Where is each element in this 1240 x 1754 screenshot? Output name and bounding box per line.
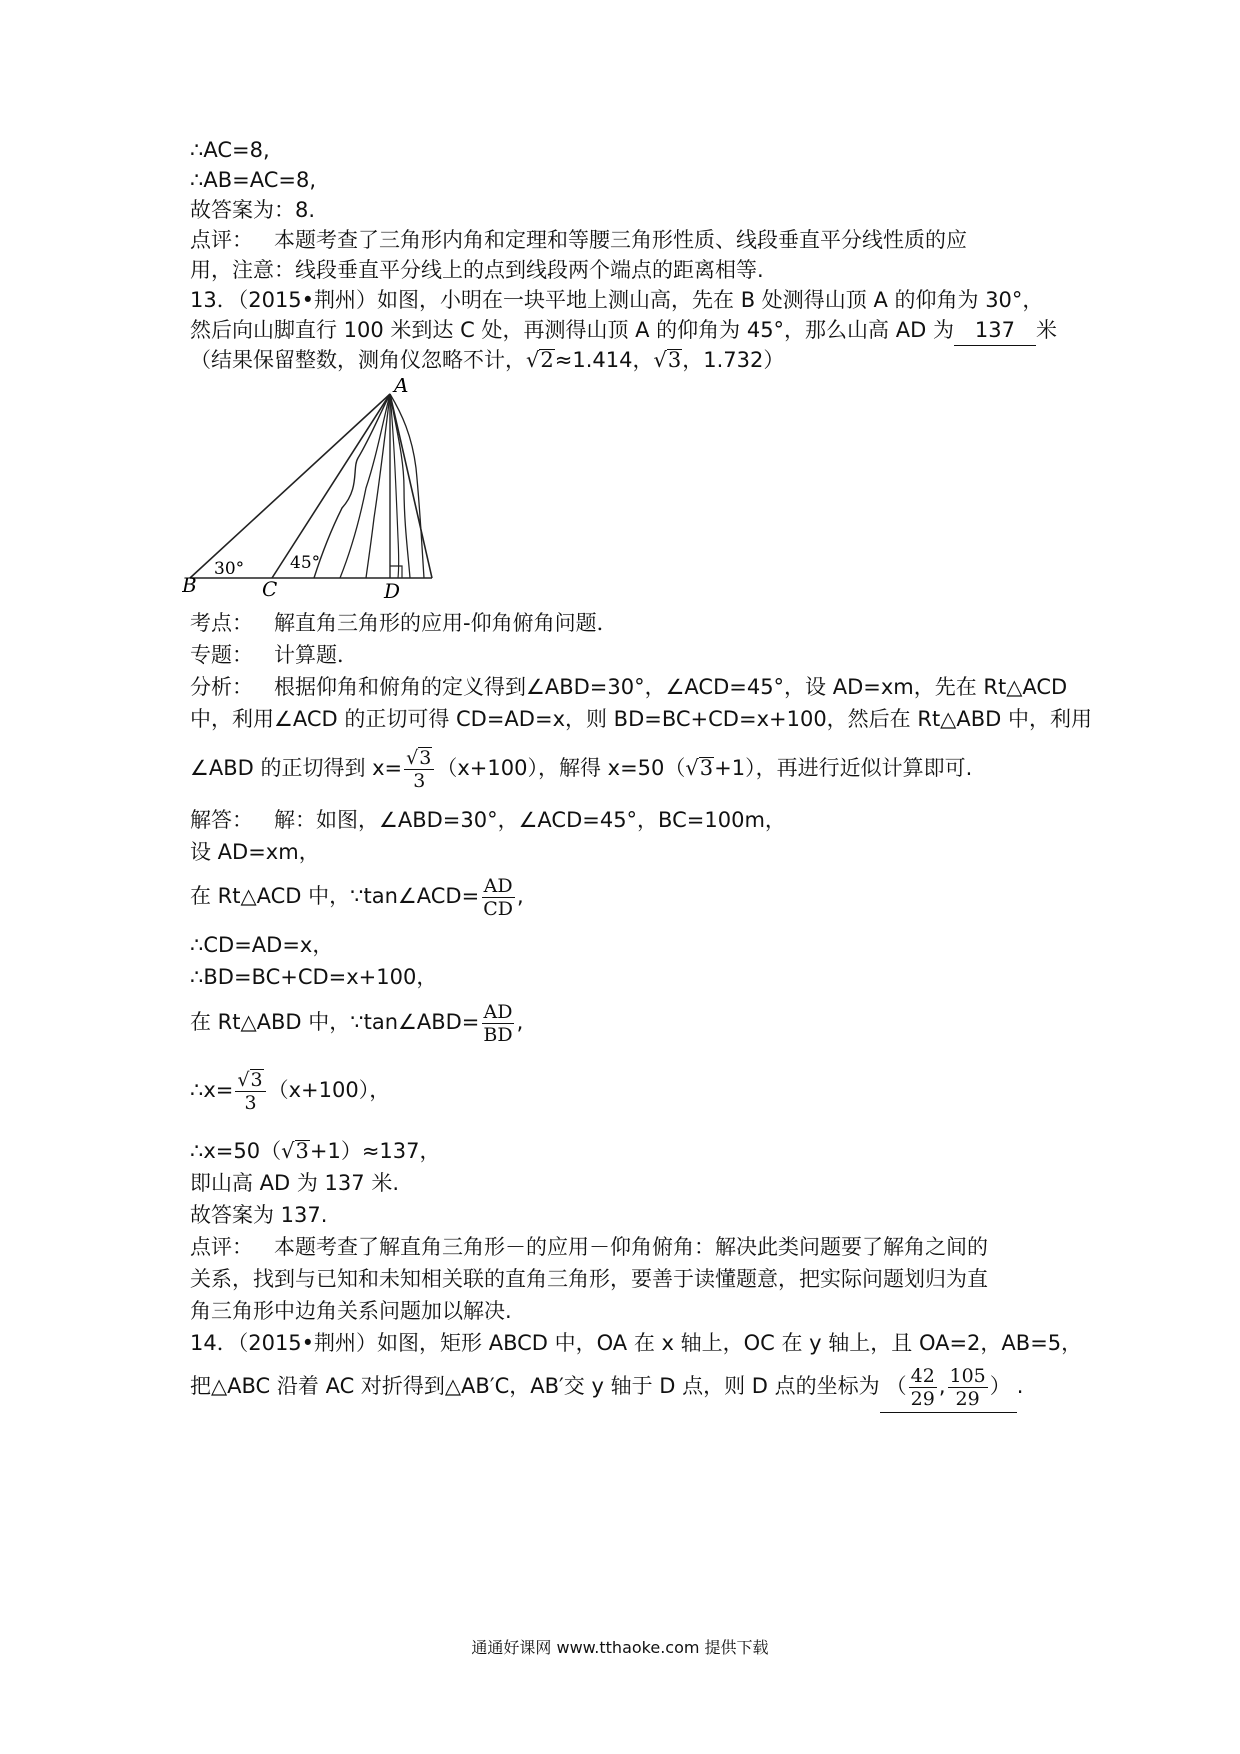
- comment-line: [190, 1232, 988, 1262]
- mountain-contour: [366, 394, 390, 578]
- q14-text: 把△ABC 沿着 AC 对折得到△AB′C，AB′交 y 轴于 D 点，则 D 点的坐标为: [190, 1374, 880, 1398]
- analysis-line: [190, 672, 1067, 702]
- question-14-line: [190, 1360, 1023, 1413]
- solution-tag: 解答：: [190, 808, 253, 832]
- solution-text: +1）≈137，: [309, 1139, 441, 1163]
- analysis-line: 中，利用∠ACD 的正切可得 CD=AD=x，则 BD=BC+CD=x+100，然后在 Rt△ABD 中，利用: [190, 707, 1092, 731]
- solution-line: [190, 805, 786, 835]
- solution-line: 设 AD=xm，: [190, 840, 320, 864]
- fraction-105-over-29: $\frac{105}{29}$: [949, 1364, 986, 1410]
- label-a: A: [394, 378, 409, 397]
- question-13-line: 13．（2015•荆州）如图，小明在一块平地上测山高，先在 B 处测得山顶 A 的仰角为 30°，: [190, 288, 1044, 312]
- label-b: B: [182, 573, 197, 597]
- solution-text: 在 Rt△ACD 中，∵tan∠ACD=: [190, 884, 480, 908]
- text-line: 用，注意：线段垂直平分线上的点到线段两个端点的距离相等.: [190, 258, 764, 282]
- topic-text: 计算题．: [274, 643, 358, 667]
- fraction-42-over-29: $\frac{42}{29}$: [910, 1364, 935, 1410]
- knowledge-point-tag: 考点：: [190, 611, 253, 635]
- text-line: 故答案为：8.: [190, 198, 316, 222]
- solution-text: ∴x=50（: [190, 1139, 282, 1163]
- solution-line: 故答案为 137.: [190, 1203, 328, 1227]
- question-13-line: [190, 345, 784, 375]
- q13-unit: 米: [1035, 318, 1057, 342]
- comment-tag: 点评：: [190, 228, 253, 252]
- mountain-contour: [390, 394, 410, 578]
- question-14-line: 14．（2015•荆州）如图，矩形 ABCD 中，OA 在 x 轴上，OC 在 y 轴上，且 OA=2，AB=5，: [190, 1331, 1083, 1355]
- q13-text: 然后向山脚直行 100 米到达 C 处，再测得山顶 A 的仰角为 45°，那么山高 AD 为: [190, 318, 954, 342]
- comment-text: 本题考查了解直角三角形－的应用－仰角俯角：解决此类问题要了解角之间的: [274, 1235, 988, 1259]
- text-line: ∴AC=8,: [190, 138, 270, 162]
- solution-line: 在 Rt△ACD 中，∵tan∠ACD= $\frac{AD}{CD}$ ,: [190, 874, 524, 920]
- analysis-text: ∠ABD 的正切得到 x=: [190, 756, 403, 780]
- knowledge-point-text: 解直角三角形的应用-仰角俯角问题．: [274, 611, 618, 635]
- analysis-text: （x+100），解得 x=50（: [436, 756, 686, 780]
- solution-line: ∴CD=AD=x，: [190, 933, 334, 957]
- q13-text: ≈1.414，: [554, 348, 654, 372]
- angle-b-label: 30°: [214, 559, 245, 579]
- analysis-text: 根据仰角和俯角的定义得到∠ABD=30°，∠ACD=45°，设 AD=xm，先在 Rt△ACD: [274, 675, 1068, 699]
- sqrt-3: √3: [281, 1139, 309, 1163]
- q14-answer-blank: （ $\frac{42}{29}$ , $\frac{105}{29}$ ）: [880, 1360, 1017, 1413]
- solution-line: ∴BD=BC+CD=x+100，: [190, 965, 438, 989]
- sqrt-3: √3: [653, 348, 682, 372]
- solution-line: 即山高 AD 为 137 米.: [190, 1171, 399, 1195]
- angle-c-label: 45°: [290, 553, 321, 573]
- solution-line: [190, 1062, 390, 1118]
- topic-tag: 专题：: [190, 643, 253, 667]
- analysis-line: [190, 740, 972, 796]
- page-footer: 通通好课网 www.tthaoke.com 提供下载: [471, 1638, 769, 1657]
- analysis-text: +1），再进行近似计算即可.: [714, 756, 973, 780]
- comment-line: 关系，找到与已知和未知相关联的直角三角形，要善于读懂题意，把实际问题划归为直: [190, 1267, 988, 1291]
- solution-text: 解：如图，∠ABD=30°，∠ACD=45°，BC=100m，: [274, 808, 786, 832]
- topic-line: [190, 640, 358, 670]
- q13-answer-blank: 137: [954, 315, 1036, 346]
- label-c: C: [262, 577, 278, 598]
- mountain-triangle-figure: [182, 378, 482, 598]
- fraction-sqrt3-over-3: $\frac{√3}{3}$: [235, 1069, 265, 1114]
- solution-text: （x+100），: [267, 1078, 391, 1102]
- solution-text: ∴x=: [190, 1078, 234, 1102]
- fraction-sqrt3-over-3: $\frac{√3}{3}$: [404, 747, 434, 792]
- mountain-contour: [390, 394, 399, 578]
- solution-line: 在 Rt△ABD 中，∵tan∠ABD= $\frac{AD}{BD}$ ,: [190, 1000, 524, 1046]
- knowledge-point-line: [190, 608, 618, 638]
- analysis-tag: 分析：: [190, 675, 253, 699]
- fraction-ad-over-bd: $\frac{AD}{BD}$: [483, 1000, 513, 1046]
- question-13-line: [190, 315, 1057, 346]
- sqrt-3: √3: [685, 756, 714, 780]
- comment-line: [190, 225, 967, 255]
- q13-text: （结果保留整数，测角仪忽略不计，: [190, 348, 526, 372]
- q13-text: ，1.732）: [682, 348, 785, 372]
- label-d: D: [384, 579, 401, 598]
- solution-text: 在 Rt△ABD 中，∵tan∠ABD=: [190, 1010, 480, 1034]
- mountain-contour: [340, 394, 390, 578]
- solution-line: [190, 1136, 441, 1166]
- comment-tag: 点评：: [190, 1235, 253, 1259]
- comment-text: 本题考查了三角形内角和定理和等腰三角形性质、线段垂直平分线性质的应: [274, 228, 967, 252]
- sqrt-2: √2: [526, 348, 554, 372]
- fraction-ad-over-cd: $\frac{AD}{CD}$: [483, 874, 513, 920]
- comment-line: 角三角形中边角关系问题加以解决.: [190, 1299, 512, 1323]
- text-line: ∴AB=AC=8,: [190, 168, 317, 192]
- right-angle-mark: [390, 566, 402, 578]
- q14-text: .: [1016, 1374, 1024, 1398]
